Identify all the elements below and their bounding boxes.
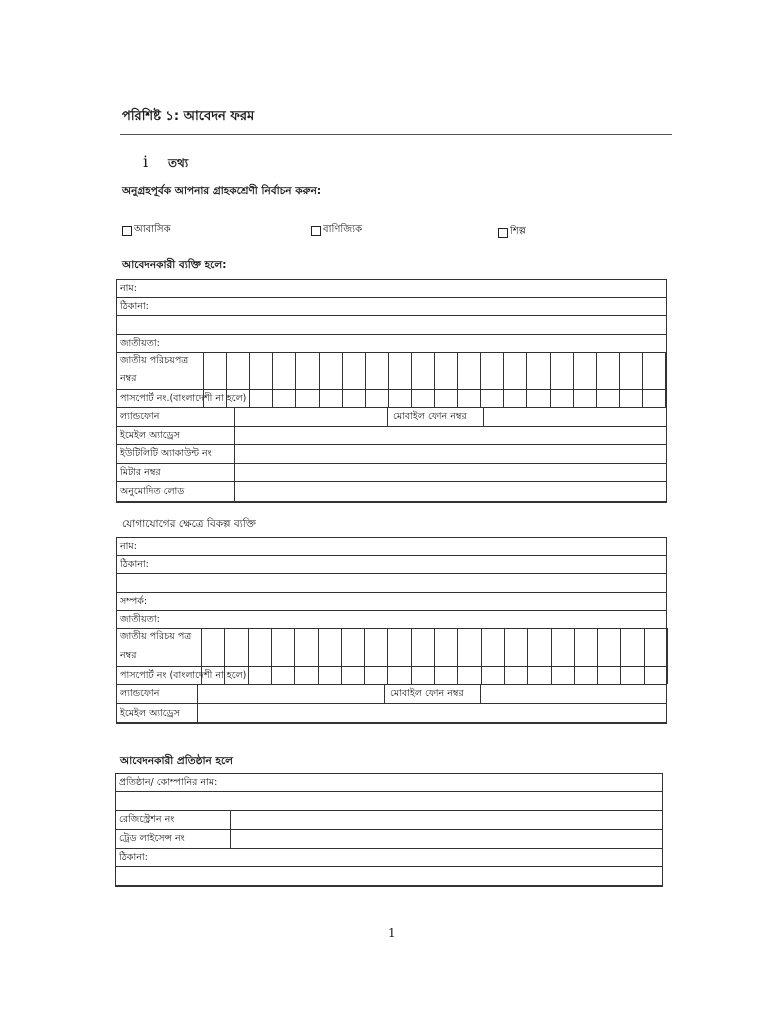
- relation-label: সম্পর্ক:: [120, 596, 148, 607]
- nationality-row[interactable]: [116, 334, 667, 353]
- meter-label: মিটার নম্বর: [120, 467, 161, 478]
- customer-type-instruction: অনুগ্রহপূর্বক আপনার গ্রাহকশ্রেণী নির্বাচন করুন:: [122, 185, 322, 197]
- alt-label-divider: [197, 684, 198, 723]
- digit-cell-divider: [620, 628, 621, 684]
- alt-address-line2-row[interactable]: [116, 573, 667, 593]
- digit-cell-divider: [503, 352, 504, 408]
- digit-cell-divider: [457, 628, 458, 684]
- checkbox-residential[interactable]: [122, 222, 171, 239]
- alt-nid-label: জাতীয় পরিচয় পত্র: [120, 631, 192, 642]
- digit-cell-divider: [411, 352, 412, 408]
- passport-row[interactable]: [116, 389, 667, 408]
- checkbox-label: বাণিজ্যিক: [323, 224, 363, 235]
- digit-cell-divider: [619, 352, 620, 408]
- checkbox-commercial[interactable]: [311, 222, 362, 239]
- digit-cell-divider: [596, 352, 597, 408]
- alt-address-row[interactable]: [116, 555, 667, 574]
- individual-table: [116, 279, 667, 502]
- alt-passport-row[interactable]: [116, 666, 667, 685]
- digit-cell-divider: [550, 352, 551, 408]
- digit-cell-divider: [551, 628, 552, 684]
- org-address-row[interactable]: [115, 848, 663, 867]
- alt-address-label: ঠিকানা:: [120, 559, 149, 570]
- landphone-label: ল্যান্ডফোন: [120, 411, 160, 422]
- registration-row[interactable]: [115, 810, 663, 830]
- alt-passport-label: পাসপোর্ট নং (বাংলাদেশী না হলে): [120, 670, 247, 681]
- digit-cell-divider: [434, 352, 435, 408]
- alternate-heading: যোগাযোগের ক্ষেত্রে বিকল্প ব্যক্তি: [122, 518, 256, 530]
- registration-label: রেজিস্ট্রেশন নং: [119, 814, 175, 825]
- digit-cell-divider: [527, 628, 528, 684]
- digit-cell-divider: [665, 352, 666, 408]
- digit-cell-divider: [388, 352, 389, 408]
- digit-cell-divider: [319, 352, 320, 408]
- digit-cell-divider: [224, 628, 225, 684]
- company-label: প্রতিষ্ঠান/ কোম্পানির নাম:: [119, 777, 218, 788]
- digit-cell-divider: [341, 628, 342, 684]
- checkbox-label: আবাসিক: [134, 224, 171, 235]
- phone-row[interactable]: [116, 407, 667, 427]
- email-row[interactable]: [116, 426, 667, 445]
- email-label: ইমেইল অ্যাড্রেস: [120, 430, 180, 441]
- address-line2-row[interactable]: [116, 315, 667, 335]
- section-title: তথ্য: [168, 156, 189, 170]
- company-line2-row[interactable]: [115, 791, 663, 811]
- digit-cell-divider: [365, 352, 366, 408]
- digit-cell-divider: [342, 352, 343, 408]
- label-divider: [234, 407, 235, 502]
- digit-cell-divider: [526, 352, 527, 408]
- relation-row[interactable]: [116, 592, 667, 611]
- individual-heading: আবেদনকারী ব্যক্তি হলে:: [122, 259, 227, 271]
- digit-cell-divider: [642, 352, 643, 408]
- digit-cell-divider: [667, 628, 668, 684]
- alt-name-row[interactable]: [116, 537, 667, 556]
- digit-cell-divider: [295, 352, 296, 408]
- alt-phone-row[interactable]: [116, 684, 667, 704]
- nid-label: জাতীয় পরিচয়পত্র: [120, 355, 189, 366]
- alt-nid-row[interactable]: [116, 628, 667, 667]
- trade-license-label: ট্রেড লাইসেন্স নং: [119, 833, 185, 844]
- digit-cell-divider: [271, 628, 272, 684]
- address-row[interactable]: [116, 297, 667, 316]
- alt-mobile-divider: [384, 684, 385, 704]
- name-label: নাম:: [120, 283, 137, 294]
- nid-label-2: নম্বর: [120, 373, 137, 384]
- alt-name-label: নাম:: [120, 541, 137, 552]
- org-address-label: ঠিকানা:: [119, 852, 148, 863]
- digit-cell-divider: [411, 628, 412, 684]
- digit-cell-divider: [249, 352, 250, 408]
- digit-cell-divider: [201, 628, 202, 684]
- load-row[interactable]: [116, 481, 667, 503]
- utility-row[interactable]: [116, 444, 667, 464]
- checkbox-box[interactable]: [498, 228, 508, 238]
- name-row[interactable]: [116, 279, 667, 298]
- digit-cell-divider: [644, 628, 645, 684]
- utility-label: ইউটিলিটি অ্যাকাউন্ট নং: [120, 448, 212, 459]
- digit-cell-divider: [481, 628, 482, 684]
- alt-mobile-label: মোবাইল ফোন নম্বর: [390, 688, 464, 699]
- digit-cell-divider: [203, 352, 204, 408]
- mobile-divider: [387, 407, 388, 427]
- organization-table: [115, 773, 663, 886]
- nationality-label: জাতীয়তা:: [120, 338, 160, 349]
- checkbox-label: শিল্প: [510, 226, 526, 237]
- digit-cell-divider: [457, 352, 458, 408]
- digit-cell-divider: [318, 628, 319, 684]
- page-title: পরিশিষ্ট ১: আবেদন ফরম: [122, 109, 255, 124]
- checkbox-box[interactable]: [122, 226, 132, 236]
- section-number: i: [143, 152, 149, 171]
- organization-heading: আবেদনকারী প্রতিষ্ঠান হলে: [120, 755, 234, 767]
- digit-cell-divider: [574, 628, 575, 684]
- digit-cell-divider: [504, 628, 505, 684]
- passport-label: পাসপোর্ট নং.(বাংলাদেশী না হলে): [120, 393, 247, 404]
- alt-nationality-label: জাতীয়তা:: [120, 614, 160, 625]
- alt-email-row[interactable]: [116, 703, 667, 724]
- trade-license-row[interactable]: [115, 829, 663, 849]
- alt-mobile-value-divider: [480, 684, 481, 704]
- nid-row[interactable]: [116, 352, 667, 390]
- alt-email-label: ইমেইল অ্যাড্রেস: [120, 708, 180, 719]
- digit-cell-divider: [434, 628, 435, 684]
- digit-cell-divider: [597, 628, 598, 684]
- digit-cell-divider: [272, 352, 273, 408]
- mobile-value-divider: [483, 407, 484, 427]
- digit-cell-divider: [573, 352, 574, 408]
- checkbox-industrial[interactable]: [498, 224, 526, 241]
- digit-cell-divider: [294, 628, 295, 684]
- page-number: 1: [388, 926, 396, 940]
- alt-landphone-label: ল্যান্ডফোন: [120, 688, 160, 699]
- digit-cell-divider: [480, 352, 481, 408]
- digit-cell-divider: [364, 628, 365, 684]
- digit-cell-divider: [248, 628, 249, 684]
- load-label: অনুমোদিত লোড: [120, 486, 185, 497]
- mobile-label: মোবাইল ফোন নম্বর: [393, 411, 467, 422]
- address-label: ঠিকানা:: [120, 301, 149, 312]
- company-row[interactable]: [115, 773, 663, 792]
- title-divider: [120, 134, 672, 135]
- org-label-divider: [230, 810, 231, 849]
- digit-cell-divider: [226, 352, 227, 408]
- digit-cell-divider: [387, 628, 388, 684]
- meter-row[interactable]: [116, 463, 667, 482]
- alt-nid-label-2: নম্বর: [120, 650, 137, 661]
- alternate-table: [116, 537, 667, 723]
- checkbox-box[interactable]: [311, 226, 321, 236]
- alt-nationality-row[interactable]: [116, 610, 667, 629]
- org-address-line2-row[interactable]: [115, 866, 663, 887]
